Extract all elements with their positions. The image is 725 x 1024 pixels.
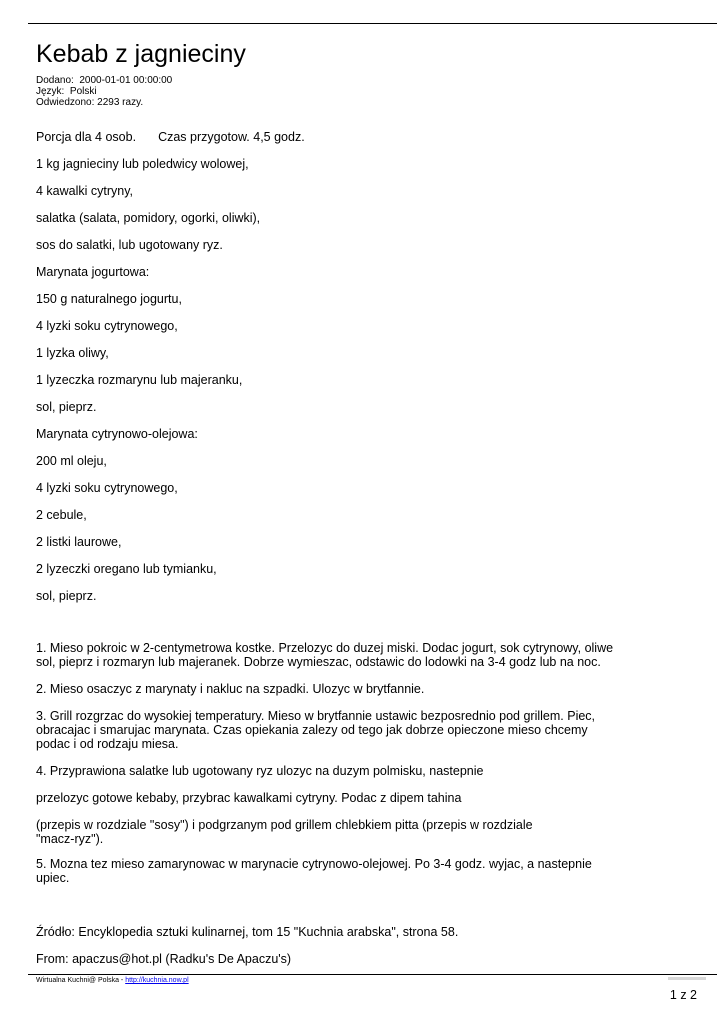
servings-line [36, 130, 305, 144]
step-text-line: sol, pieprz i rozmaryn lub majeranek. Dobrze wymieszac, odstawic do lodowki na 3-4 godz lub na noc. [36, 655, 601, 669]
ingredient-line: sos do salatki, lub ugotowany ryz. [36, 238, 223, 252]
servings-time: Czas przygotow. 4,5 godz. [158, 130, 305, 144]
step-text-line: 3. Grill rozgrzac do wysokiej temperatury. Mieso w brytfannie ustawic bezposrednio pod grillem. Piec, [36, 709, 596, 723]
step-text-line: (przepis w rozdziale "sosy") i podgrzanym pod grillem chlebkiem pitta (przepis w rozdziale [36, 818, 533, 832]
meta-language-label: Język: [36, 86, 65, 97]
ingredient-line: 1 lyzka oliwy, [36, 346, 109, 360]
page-number: 1 z 2 [669, 988, 697, 1002]
ingredient-line: salatka (salata, pomidory, ogorki, oliwki), [36, 211, 261, 225]
servings-portion: Porcja dla 4 osob. [36, 130, 137, 144]
ingredient-line: 1 kg jagnieciny lub poledwicy wolowej, [36, 157, 249, 171]
recipe-title: Kebab z jagnieciny [36, 40, 246, 68]
meta-added [36, 75, 172, 86]
recipe-meta [36, 75, 172, 108]
step-text-line: 1. Mieso pokroic w 2-centymetrowa kostke. Przelozyc do duzej miski. Dodac jogurt, sok cytrynowy, oliwe [36, 641, 614, 655]
bottom-rule [28, 974, 717, 975]
meta-language [36, 86, 172, 97]
ingredient-line: 4 lyzki soku cytrynowego, [36, 319, 178, 333]
ingredient-line: 200 ml oleju, [36, 454, 107, 468]
step-4-continued-2 [36, 818, 616, 846]
step-1 [36, 641, 616, 669]
ingredient-line: sol, pieprz. [36, 400, 97, 414]
step-text-line: 4. Przyprawiona salatke lub ugotowany ryz ulozyc na duzym polmisku, nastepnie [36, 764, 484, 778]
footer-stamp [668, 977, 706, 980]
ingredient-line: 2 lyzeczki oregano lub tymianku, [36, 562, 217, 576]
step-4 [36, 764, 616, 778]
step-4-continued [36, 791, 616, 805]
ingredient-line: sol, pieprz. [36, 589, 97, 603]
ingredient-line: 150 g naturalnego jogurtu, [36, 292, 182, 306]
footer-site [36, 976, 189, 985]
author-line: From: apaczus@hot.pl (Radku's De Apaczu's) [36, 952, 292, 966]
top-rule [28, 23, 717, 24]
meta-added-value: 2000-01-01 00:00:00 [79, 75, 173, 86]
footer-site-name: Wirtualna Kuchni@ Polska - [36, 977, 126, 984]
step-2 [36, 682, 616, 696]
source-line: Źródło: Encyklopedia sztuki kulinarnej, tom 15 "Kuchnia arabska", strona 58. [36, 925, 459, 939]
meta-visited: Odwiedzono: 2293 razy. [36, 97, 144, 108]
footer-site-link[interactable]: http://kuchnia.now.pl [125, 977, 189, 984]
ingredient-line: 2 listki laurowe, [36, 535, 122, 549]
step-5 [36, 857, 616, 885]
ingredient-line: 2 cebule, [36, 508, 87, 522]
step-text-line: upiec. [36, 871, 70, 885]
step-text-line: podac i od rodzaju miesa. [36, 737, 179, 751]
step-text-line: 2. Mieso osaczyc z marynaty i nakluc na szpadki. Ulozyc w brytfannie. [36, 682, 425, 696]
step-text-line: przelozyc gotowe kebaby, przybrac kawalkami cytryny. Podac z dipem tahina [36, 791, 462, 805]
meta-language-value: Polski [69, 86, 97, 97]
ingredient-line: 4 kawalki cytryny, [36, 184, 134, 198]
step-text-line: obracajac i smarujac marynata. Czas opiekania zalezy od tego jak dobrze opieczone mieso chcemy [36, 723, 588, 737]
step-3 [36, 709, 616, 751]
meta-added-label: Dodano: [36, 75, 74, 86]
step-text-line: 5. Mozna tez mieso zamarynowac w marynacie cytrynowo-olejowej. Po 3-4 godz. wyjac, a nastepnie [36, 857, 592, 871]
marinade-heading: Marynata jogurtowa: [36, 265, 150, 279]
ingredient-line: 1 lyzeczka rozmarynu lub majeranku, [36, 373, 243, 387]
ingredient-line: 4 lyzki soku cytrynowego, [36, 481, 178, 495]
step-text-line: "macz-ryz"). [36, 832, 104, 846]
marinade-heading: Marynata cytrynowo-olejowa: [36, 427, 198, 441]
